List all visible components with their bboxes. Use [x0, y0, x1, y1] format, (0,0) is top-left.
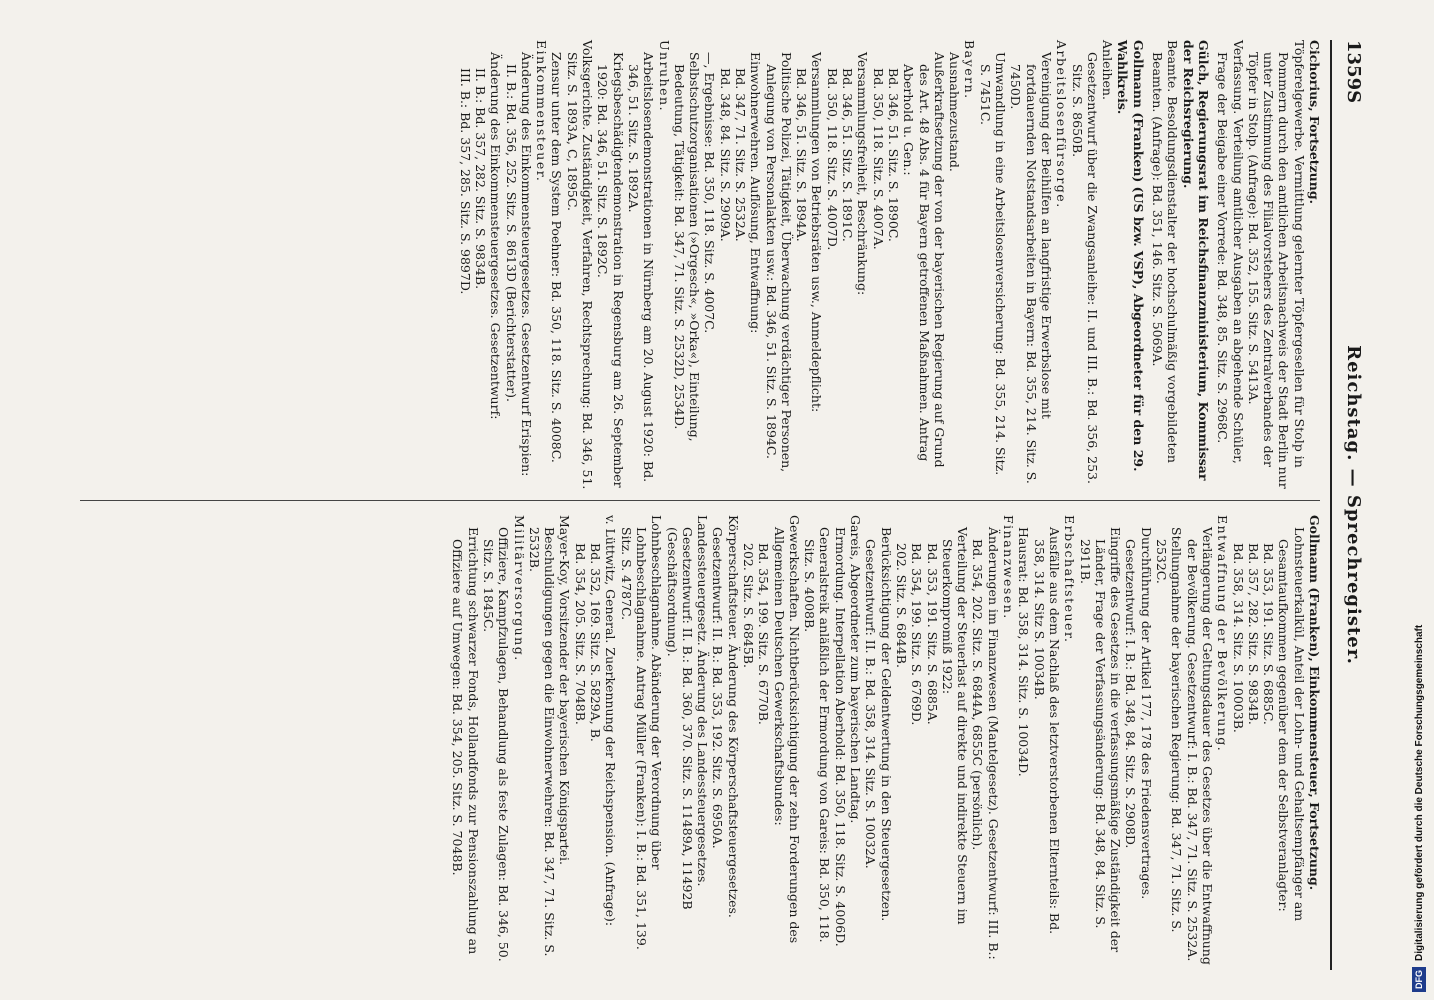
register-entry — [840, 40, 855, 490]
entry-text: Verlängerung der Geltungsdauer des Gesetzes über die Entwaffnung der Bevölkerung. Gesetzentwurf: I. B.: Bd. 347, 71. Sitz. S. 2532A. — [1184, 527, 1215, 965]
register-entry — [1001, 515, 1016, 965]
page-title: Reichstag. — Sprechregister. — [1343, 345, 1364, 665]
entry-text: Ermordung. Interpellation Aberhold: Bd. 350, 118. Sitz. S. 4006D. — [832, 527, 848, 947]
entry-text: Berücksichtigung der Geldentwertung in den Steuergesetzen. Gesetzentwurf: II. B.: Bd. 358, 314. Sitz. S. 10032A. — [863, 527, 894, 922]
register-entry — [1054, 40, 1069, 490]
entry-text: Bd. 354, 199. Sitz. S. 6769D. — [909, 543, 925, 726]
register-entry — [1184, 515, 1215, 965]
register-entry — [1069, 40, 1100, 490]
entry-text: Bd. 354, 199. Sitz. S. 6770B. — [756, 543, 772, 725]
entry-text: Einkommensteuer. — [534, 40, 550, 183]
register-entry — [848, 515, 863, 965]
register-entry — [970, 515, 1001, 965]
entry-text: Stellungnahme der bayerischen Regierung: Bd. 347, 71. Sitz. S. 2532C. — [1154, 527, 1185, 933]
entry-text: Änderung des Einkommensteuergesetzes. Gesetzentwurf Erispien: II. B.: Bd. 356, 252. Sitz. S. 8613D (Berichterstatter). — [503, 52, 534, 477]
register-entry — [564, 40, 595, 490]
entry-text: Militärversorgung. — [511, 515, 527, 662]
register-entry — [886, 40, 901, 490]
entry-text: Bd. 352, 169. Sitz. S. 5829A, B. — [588, 543, 604, 742]
entry-text: Körperschaftsteuer. Änderung des Körperschaftsteuergesetzes. Gesetzentwurf: II. B.: Bd. 353, 192. Sitz. S. 6950A. — [710, 515, 741, 918]
entry-text: Bd. 346, 51. Sitz. S. 1891C. — [840, 68, 856, 242]
entry-text: Generalstreik anläßlich der Ermordung von Gareis: Bd. 350, 118. Sitz. S. 4008B. — [802, 527, 833, 943]
entry-text: Änderungen im Finanzwesen (Mantelgesetz). Gesetzentwurf: III. B.: Bd. 354, 202. Sitz. S. 6844A, 6855C (persönlich). — [970, 527, 1001, 960]
register-entry — [809, 40, 824, 490]
register-entry — [717, 40, 732, 490]
register-entry — [572, 515, 587, 965]
entry-text: Bd. 354, 205. Sitz. S. 7048B. — [572, 543, 588, 725]
register-entry — [855, 40, 870, 490]
register-entry — [473, 40, 488, 490]
register-entry — [756, 515, 771, 965]
entry-text: Errichtung schwarzer Fonds, Hollandfonds zur Pensionszahlung an Offiziere auf Umwegen: Bd. 354, 205. Sitz. S. 7048B. — [450, 527, 481, 955]
register-entry — [894, 515, 909, 965]
entry-text: Ausnahmezustand. — [947, 52, 963, 172]
entry-text: Arbeitslosenfürsorge. — [1054, 40, 1070, 209]
register-entry — [488, 40, 503, 490]
register-entry — [1100, 40, 1115, 490]
register-entry — [1215, 40, 1246, 490]
entry-text: II. B.: Bd. 357, 282. Sitz. S. 9834B. — [472, 68, 488, 290]
entry-text: Finanzwesen. — [1001, 515, 1017, 620]
register-entry — [794, 40, 809, 490]
entry-text: Ausfälle aus dem Nachlaß des letztverstorbenen Elternteils: Bd. 358, 314. Sitz S. 10034B. — [1031, 527, 1062, 935]
entry-text: Zensur unter dem System Poehner: Bd. 350, 118. Sitz. S. 4008C. — [549, 52, 565, 463]
register-entry — [962, 40, 977, 490]
register-entry — [771, 515, 802, 965]
register-entry — [664, 515, 710, 965]
entry-text: III. B.: Bd. 357, 285. Sitz. S. 9897D. — [457, 68, 473, 295]
register-entry — [1261, 515, 1276, 965]
register-entry — [618, 515, 664, 965]
entry-text: v. Lüttwitz, General. Zuerkennung der Reichspension. (Anfrage): — [603, 515, 619, 927]
register-entry — [1246, 515, 1261, 965]
speaker-entry — [1307, 40, 1322, 490]
register-entry — [457, 40, 472, 490]
page-number: 1359S — [1343, 40, 1364, 104]
entry-text: Gülch, Regierungsrat im Reichsfinanzministerium, Kommissar der Reichsregierung. — [1180, 40, 1211, 481]
entry-text: Arbeitslosendemonstrationen in Nürnberg am 20. August 1920: Bd. 346, 51. Sitz. S. 1892A. — [625, 52, 657, 483]
register-entry — [1123, 515, 1154, 965]
entry-text: Beamte. Besoldungsdienstalter der hochschulmäßig vorgebildeten Beamten. (Anfrage): Bd. 351, 146. Sitz. S. 5069A. — [1150, 40, 1181, 463]
register-entry — [825, 40, 840, 490]
entry-text: Offiziere, Kampfzulagen, Behandlung als feste Zulagen: Bd. 346, 50. Sitz. S. 1845C. — [480, 527, 512, 962]
register-entry — [588, 515, 603, 965]
register-entry — [672, 40, 703, 490]
register-entry — [603, 515, 618, 965]
register-entry — [702, 40, 717, 490]
entry-text: Eingriffe des Gesetzes in die verfassungsmäßige Zuständigkeit der Länder, Frage der Verfassungsänderung: Bd. 348, 84. Sitz. S. 2911B. — [1077, 527, 1124, 953]
left-column — [457, 40, 1322, 490]
entry-text: Bd. 350, 118. Sitz. S. 4007A. — [870, 68, 886, 250]
register-entry — [833, 515, 848, 965]
entry-text: Bd. 357, 282. Sitz. S. 9834B. — [1245, 543, 1261, 725]
entry-text: Erbschaftsteuer. — [1062, 515, 1078, 644]
register-entry — [1008, 40, 1054, 490]
entry-text: Durchführung der Artikel 177, 178 des Friedensvertrages. Gesetzentwurf: I. B.: Bd. 348, 84. Sitz. S. 2908D. — [1123, 527, 1154, 900]
entry-text: Umwandlung in eine Arbeitslosenversicherung: Bd. 355, 214. Sitz. S. 7451C. — [977, 52, 1009, 476]
register-entry — [940, 515, 971, 965]
register-entry — [595, 40, 626, 490]
entry-text: Mayer-Koy, Vorsitzender der bayerischen Königspartei. Beschuldigungen gegen die Einwohnerwehren: Bd. 347, 71. Sitz. S. 2532B. — [526, 515, 573, 957]
entry-text: 202. Sitz. S. 6845B. — [741, 543, 757, 668]
right-column — [450, 515, 1322, 965]
entry-text: Gollmann (Franken) (US bzw. VSP), Abgeordneter für den 29. Wahlkreis. — [1115, 40, 1146, 472]
entry-text: Kriegsbeschädigtendemonstration in Regensburg am 26. September 1920: Bd. 346, 51. Sitz. S. 1892C. — [595, 52, 626, 488]
dfg-logo: DFG — [1412, 967, 1426, 992]
entry-text: —, Ergebnisse: Bd. 350, 118. Sitz. S. 4007C. — [702, 52, 718, 334]
register-entry — [977, 40, 1008, 490]
column-divider — [80, 500, 1320, 501]
header-rule — [1330, 40, 1332, 970]
register-entry — [909, 515, 924, 965]
entry-text: Entwaffnung der Bevölkerung. — [1215, 515, 1231, 753]
entry-text: Gewerkschaften. Nichtberücksichtigung der zehn Forderungen des Allgemeinen Deutschen Gewerkschaftsbundes: — [771, 515, 802, 944]
entry-text: Gesetzentwurf über die Zwangsanleihe: II. und III. B.: Bd. 356, 253. Sitz. S. 8650B. — [1069, 52, 1100, 484]
entry-text: Bd. 346, 51. Sitz. S. 1894A. — [794, 68, 810, 242]
entry-text: Anleihen. — [1100, 40, 1116, 100]
entry-text: Lohnbeschlagnahme. Abänderung der Verordnung über Lohnbeschlagnahme. Antrag Müller (Franken): I. B.: Bd. 351, 139. Sitz. S. 4787C. — [618, 515, 665, 950]
entry-text: Gareis, Abgeordneter zum bayerischen Landtag. — [848, 515, 864, 824]
register-entry — [527, 515, 573, 965]
register-entry — [802, 515, 833, 965]
entry-text: Verteilung der Steuerlast auf direkte und indirekte Steuern im Steuerkompromiß 1922: — [939, 527, 971, 925]
register-entry — [741, 515, 756, 965]
register-entry — [901, 40, 947, 490]
register-entry — [1077, 515, 1123, 965]
register-entry — [924, 515, 939, 965]
register-entry — [1150, 40, 1181, 490]
speaker-entry — [1307, 515, 1322, 965]
speaker-entry — [1115, 40, 1146, 490]
footer-text-block — [1406, 0, 1434, 1000]
register-entry — [870, 40, 885, 490]
register-entry — [450, 515, 481, 965]
entry-text: Politische Polizei, Tätigkeit, Überwachung verdächtiger Personen, Anlegung von Personalakten usw.: Bd. 346, 51. Sitz. S. 1894C. — [763, 52, 794, 473]
register-entry — [733, 40, 748, 490]
entry-text: Gollmann (Franken), Einkommensteuer, Fortsetzung. — [1307, 515, 1322, 891]
register-entry — [1154, 515, 1185, 965]
entry-text: Bd. 353, 191. Sitz. S. 6885C. — [1261, 543, 1277, 725]
entry-text: Bd. 348, 84. Sitz. S. 2909A. — [717, 68, 733, 242]
digitization-footer — [1406, 0, 1434, 1000]
entry-text: Unruhen. — [656, 40, 672, 113]
register-entry — [626, 40, 657, 490]
register-entry — [511, 515, 526, 965]
entry-text: Bd. 350, 118. Sitz. S. 4007D. — [824, 68, 840, 251]
entry-text: Versammlungen von Betriebsräten usw., Anmeldepflicht: — [809, 52, 825, 413]
register-entry — [1031, 515, 1062, 965]
entry-text: Volksgerichte. Zuständigkeit, Verfahren, Rechtsprechung: Bd. 346, 51. Sitz. S. 1893A, C, 1895C. — [564, 40, 596, 490]
register-entry — [1016, 515, 1031, 965]
footer-text: Digitalisierung gefördert durch die Deutsche Forschungsgemeinschaft — [1414, 624, 1425, 961]
register-entry — [1215, 515, 1230, 965]
register-entry — [1062, 515, 1077, 965]
register-entry — [503, 40, 534, 490]
speaker-entry — [1180, 40, 1211, 490]
register-entry — [710, 515, 741, 965]
register-entry — [947, 40, 962, 490]
entry-text: Einwohnerwehren. Auflösung, Entwaffnung: — [748, 52, 764, 334]
entry-text: Vereinigung der Beihilfen an langfristige Erwerbslose mit fortdauernden Notstandsarbeiten in Bayern: Bd. 355, 214. Sitz. S. 7450D. — [1008, 52, 1054, 484]
entry-text: Bd. 358, 314. Sitz. S. 10003B. — [1230, 543, 1246, 733]
register-entry — [863, 515, 894, 965]
entry-text: Töpferelgewerbe. Vermittlung gelernter Töpfergesellen für Stolp in Pommern durch den amtlichen Arbeitsnachweis der Stadt Berlin nur unter Zustimmung des Filialvorstehers des Zentralverbandes der Töpfer in Stolp. (Anfrage): Bd. 352, 155. Sitz. S. 5413A. — [1245, 40, 1307, 489]
entry-text: Hausrat: Bd. 358, 314. Sitz. S. 10034D. — [1016, 527, 1032, 777]
page-header — [1334, 40, 1368, 970]
register-entry — [656, 40, 671, 490]
register-entry — [1246, 40, 1307, 490]
register-entry — [748, 40, 763, 490]
register-entry — [763, 40, 794, 490]
entry-text: Bayern. — [962, 40, 978, 100]
entry-text: Bd. 347, 71. Sitz. S. 2532A. — [733, 68, 749, 242]
entry-text: Cichorius, Fortsetzung. — [1307, 40, 1322, 204]
entry-text: Versammlungsfreiheit, Beschränkung: — [855, 52, 871, 296]
register-entry — [481, 515, 512, 965]
register-entry — [534, 40, 549, 490]
entry-text: Selbstschutzorganisationen (»Orgesch«, »Orka«), Einteilung, Bedeutung, Tätigkeit: Bd. 347, 71. Sitz. S. 2532D, 2534D. — [671, 52, 703, 442]
entry-text: Außerkraftsetzung der von der bayerischen Regierung auf Grund des Art. 48 Abs. 4 für Bayern getroffenen Maßnahmen. Antrag Aberhold u. Gen.: — [901, 52, 947, 468]
entry-text: Bd. 346, 51. Sitz. S. 1890C. — [885, 68, 901, 242]
entry-text: Änderung des Einkommensteuergesetzes. Gesetzentwurf: — [488, 52, 504, 420]
entry-text: Bd. 353, 191. Sitz. S. 6885A. — [924, 543, 940, 725]
register-entry — [1230, 515, 1245, 965]
entry-text: Lohnsteuerkalkül, Anteil der Lohn- und Gehaltsempfänger am Gesamtaufkommen gegenüber dem der Selbstveranlagter: — [1276, 527, 1307, 922]
entry-text: Landessteuergesetz. Änderung des Landessteuergesetzes. Gesetzentwurf: II. B.: Bd. 360, 370. Sitz. S. 11489A, 11492B (Geschäftsordnung). — [664, 515, 711, 910]
register-entry — [549, 40, 564, 490]
entry-text: 202. Sitz. S. 6844B. — [893, 543, 909, 668]
entry-text: Verfassung. Verteilung amtlicher Ausgaben an abgehende Schüler, Frage der Beigabe einer Vorrede: Bd. 348, 85. Sitz. S. 2968C. — [1215, 40, 1246, 464]
register-entry — [1276, 515, 1307, 965]
